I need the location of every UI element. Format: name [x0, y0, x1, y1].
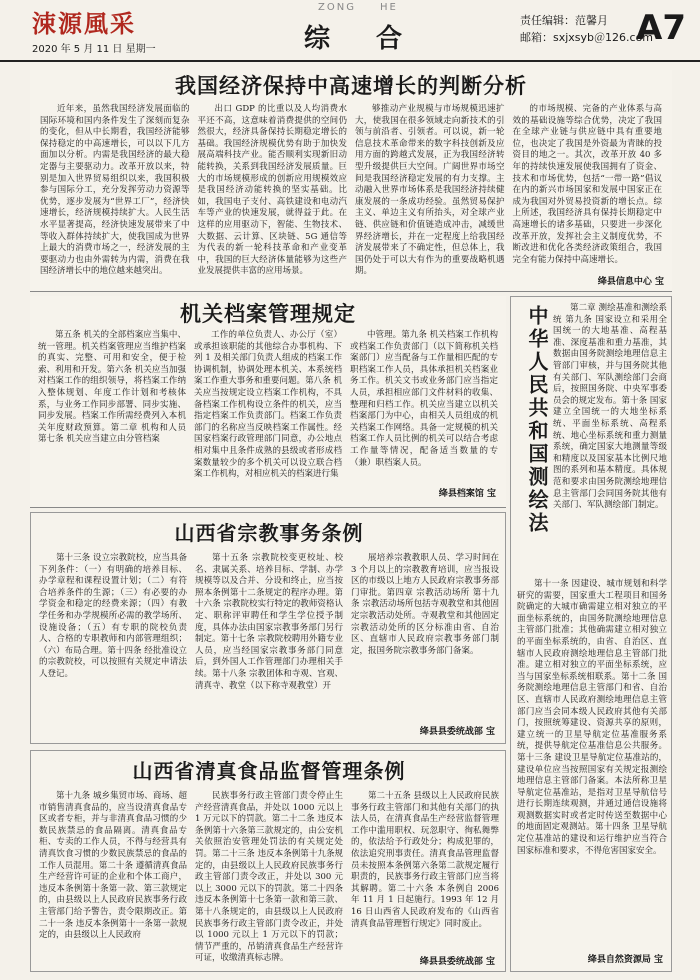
article-body	[40, 104, 662, 286]
article-column: 够推动产业规模与市场规模迅速扩大，使我国在很多领域走向新技术的引领与前沿者、引领者。可以说，新一轮信息技术革命带来的数字科技创新及应用方面的跨越式发展，正为我国经济转型升级提供巨大空间。广阔世界市场空间是我国经济稳定发展的有力支撑。主动融入世界市场体系是我国经济持续健康发展的一条成功经验。虽然贸易保护主义、单边主义有所抬头，对全球产业链、供应链和价值链造成冲击，减缓世界经济增长，并在一定程度上给我国经济发展带来了不确定性，但总体上，我国仍处于可以大有作为的重要战略机遇期。	[355, 104, 505, 277]
article-headline-vertical: 中华人民共和国测绘法	[525, 305, 549, 535]
article-economy	[30, 70, 672, 292]
article-body	[38, 330, 498, 490]
article-surveying-law	[510, 296, 672, 972]
article-column: 第十九条 城乡集贸市场、商场、超市销售清真食品的，应当设清真食品专区或者专柜，并与非清真食品习惯的少数民族禁忌的食品隔离。清真食品专柜、专卖的工作人员，不得与经营具有清真饮食习惯的少数民族禁忌的食品的工作人员混用。第二十条 遵循清真食品生产经营许可证的企业和个体工商户，违反本条例第十条第一款、第三款规定的，由县级以上人民政府民族事务行政主管部门给予警告，责令限期改正。第二十一条 违反本条例第十一条第一款规定的，由县级以上人民政府	[39, 791, 187, 941]
article-headline: 山西省清真食品监督管理条例	[132, 759, 406, 783]
article-column: 第十三条 设立宗教院校，应当具备下列条件：（一）有明确的培养目标、办学章程和课程设置计划；（二）有符合培养条件的生源；（三）有必要的办学资金和稳定的经费来源；（四）有教学任务和办学规模所必需的教学场所、设施设备；（五）有专职的院校负责人、合格的专职教师和内部管理组织；（六）布局合理。第十四条 经批准设立的宗教院校，可以按照有关规定申请法人登记。	[39, 553, 187, 679]
article-byline: 绛县自然资源局 宝	[587, 955, 663, 965]
masthead: 涑源風采	[32, 9, 136, 38]
page-header	[0, 0, 700, 62]
article-byline: 绛县信息中心 宝	[597, 277, 664, 287]
section-title-left: 综	[304, 24, 331, 54]
section-pinyin-right: HE	[380, 2, 398, 13]
page-number: A7	[636, 8, 686, 48]
section-pinyin-left: ZONG	[318, 2, 356, 13]
article-column: 第十五条 宗教院校变更校址、校名、隶属关系、培养目标、学制、办学规模等以及合并、分设和终止，应当按照本条例第十二条规定的程序办理。第十六条 宗教院校实行特定的教师资格认定、职称评审聘任和学生学位授予制度，具体办法由国家宗教事务部门另行制定。第十七条 宗教院校聘用外籍专业人员，应当经国家宗教事务部门同意后，到外国人工作管理部门办理相关手续。第十八条 宗教团体和寺观、宫观、清真寺、教堂（以下称寺观教堂）开	[195, 553, 343, 691]
article-column: 的市场规模、完备的产业体系与高效的基础设施等综合优势，决定了我国在全球产业链与供应链中具有重要地位，也决定了我国是外资最为青睐的投资目的地之一。其次，改革开放 40 多年的持续快速发展使我国拥有了资金、技术和市场优势，包括“一带一路”倡议在内的新兴市场国家和发展中国家正在成为我国对外贸易投资新的增长点。综上所述，我国经济具有保持长期稳定中高速增长的诸多基础，只要进一步深化改革开放，发挥社会主义制度优势，不断改进和优化各类经济政策组合，我国完全有能力保持中高速增长。	[512, 104, 662, 265]
issue-date: 2020 年 5 月 11 日 星期一	[32, 44, 156, 55]
article-column: 中管理。第九条 机关档案工作机构或档案工作负责部门（以下简称机关档案部门）应当配备与工作量相匹配的专职档案工作人员，具体承担机关档案业务工作。机关文书或业务部门应当指定人员，承担相应部门文件材料的收集、整理和归档工作。机关应当建立以机关档案部门为中心，由相关人员组成的机关档案工作网络。具备一定规模的机关档案工作人员比例的机关可以结合考虑工作量等情况，配备适当数量的专（兼）职档案人员。	[350, 330, 498, 468]
article-column: 民族事务行政主管部门责令停止生产经营清真食品，并处以 1000 元以上 1 万元以下的罚款。第二十二条 违反本条例第十六条第三款规定的，由公安机关依照治安管理处罚法的有关规定处罚。第二十三条 违反本条例第十九条规定的，由县级以上人民政府民族事务行政主管部门责令改正，并处以 300 元以上 3000 元以下的罚款。第二十四条 违反本条例第十七条第一款和第三款、第十八条规定的，由县级以上人民政府民族事务行政主管部门责令改正，并处以 1000 元以上 1 万元以下的罚款；情节严重的，吊销清真食品生产经营许可证，收缴清真标志牌。	[195, 791, 343, 964]
article-column: 工作的单位负责人、办公厅（室）或承担该职能的其他综合办事机构、下列 1 及相关部门负责人组成的档案工作协调机制，协调处理本机关、本系统档案工作重大事务和重要问题。第八条 机关应当按规定设立档案工作机构，不具备档案工作机构设立条件的机关，应当指定档案工作负责部门。档案工作负责部门的名称应当反映档案工作属性。经国家档案行政管理部门同意，办公地点相对集中且条件成熟的县级或者形成档案数量较少的多个机关可以设立联合档案工作机构，对相应机关的档案进行集	[194, 330, 342, 480]
article-column: 第二章 测绘基准和测绘系统 第九条 国家设立和采用全国统一的大地基准、高程基准、深度基准和重力基准，其数据由国务院测绘地理信息主管部门审核，并与国务院其他有关部门、军队测绘部门会商后，按照国务院、中央军事委员会的规定发布。第十条 国家建立全国统一的大地坐标系统、平面坐标系统、高程系统、地心坐标系统和重力测量系统，确定国家大地测量等级和精度以及国家基本比例尺地图的系列和基本精度。具体规范和要求由国务院测绘地理信息主管部门会同国务院其他有关部门、军队测绘部门制定。	[553, 303, 667, 511]
article-headline: 机关档案管理规定	[180, 301, 356, 326]
editor-name: 责任编辑：范馨月	[520, 14, 608, 27]
article-headline: 山西省宗教事务条例	[174, 521, 364, 545]
article-byline: 绛县档案馆 宝	[438, 489, 496, 499]
editor-info	[520, 12, 653, 46]
article-column: 第二十五条 县级以上人民政府民族事务行政主管部门和其他有关部门的执法人员，在清真食品生产经营监督管理工作中滥用职权、玩忽职守、徇私舞弊的，依法给予行政处分；构成犯罪的，依法追究刑事责任。清真食品管理监督员未按照本条例第六条第二款规定履行职责的，民族事务行政主管部门应当将其解聘。第二十六条 本条例自 2006 年 11 月 1 日起施行。1993 年 12 月 16 日山西省人民政府发布的《山西省清真食品管理暂行规定》同时废止。	[351, 791, 499, 929]
article-byline: 绛县县委统战部 宝	[419, 957, 495, 967]
article-column: 近年来，虽然我国经济发展面临的国际环境和国内条件发生了深刻而复杂的变化，但从中长期看，我国经济能够保持稳定的中高速增长，可以以下几方面加以分析。内需是我国经济的最大稳定器与主要驱动力。改革开放以来，特别是加入世界贸易组织以来，我国积极参与国际分工，充分发挥劳动力资源等优势，逐步发展为“世界工厂”，经济快速增长，经济规模持续扩大。人民生活水平显著提高，经济快速发展带来了中等收入群体持续扩大，使我国成为世界上最大的消费市场之一，经济发展的主要驱动力也由外需转为内需，消费在我国经济增长中的地位越来越突出。	[40, 104, 190, 277]
article-column: 出口 GDP 的比重以及人均消费水平还不高，这意味着消费提供的空间仍然很大，经济具备保持长期稳定增长的基础。我国经济规模优势有助于加快发展高端科技产业。能否顺利实现新旧动能转换，关系到我国经济发展质量。巨大的市场规模形成的创新应用规模效应是我国经济动能转换的坚实基础。比如，我国电子支付、高铁建设和电动汽车等产业的快速发展，就得益于此。在这样的应用驱动下，智能、生物技术、大数据、云计算、区块链、5G 通信等为代表的新一轮科技革命和产业变革中，我国的巨大经济体量能够为这些产业发展提供丰富的应用场景。	[197, 104, 347, 277]
editor-email[interactable]: 邮箱：sxjxsyb＠126.com	[520, 31, 654, 44]
article-religion	[30, 512, 506, 744]
section-title-right: 合	[376, 24, 403, 54]
article-headline: 我国经济保持中高速增长的判断分析	[175, 73, 527, 98]
article-body	[39, 553, 499, 721]
article-byline: 绛县县委统战部 宝	[419, 727, 495, 737]
article-halal-food	[30, 750, 506, 972]
article-column: 第五条 机关的全部档案应当集中、统一管理。机关档案管理应当维护档案的真实、完整、可用和安全，便于检索、利用和开发。第六条 机关应当加强对档案工作的组织领导，将档案工作纳入整体规划、年度工作计划和考核体系，与业务工作同步部署、同步实施、同步发展。档案工作所需经费列入本机关年度财政预算。第二章 机构和人员 第七条 机关应当建立由分管档案	[38, 330, 186, 445]
article-archives	[30, 296, 506, 508]
article-column: 展培养宗教教职人员、学习时间在 3 个月以上的宗教教育培训，应当报设区的市级以上地方人民政府宗教事务部门审批。第四章 宗教活动场所 第十九条 宗教活动场所包括寺观教堂和其他固定宗教活动处所。寺观教堂和其他固定宗教活动处所的区分标准由省、自治区、直辖市人民政府宗教事务部门制定，报国务院宗教事务部门备案。	[351, 553, 499, 656]
article-column: 第十一条 因建设、城市规划和科学研究的需要，国家重大工程项目和国务院确定的大城市确需建立相对独立的平面坐标系统的，由国务院测绘地理信息主管部门批准；其他确需建立相对独立的平面坐标系统的，由省、自治区、直辖市人民政府测绘地理信息主管部门批准。建立相对独立的平面坐标系统，应当与国家坐标系统相联系。第十二条 国务院测绘地理信息主管部门和省、自治区、直辖市人民政府测绘地理信息主管部门应当会同本级人民政府其他有关部门，按照统筹建设、资源共享的原则，建立统一的卫星导航定位基准服务系统，提供导航定位基准信息公共服务。第十三条 建设卫星导航定位基准站的，建设单位应当按照国家有关规定报测绘地理信息主管部门备案。本法所称卫星导航定位基准站，是指对卫星导航信号进行长期连续观测，并通过通信设施将观测数据实时或者定时传送至数据中心的地面固定观测站。第十四条 卫星导航定位基准站的建设和运行维护应当符合国家标准和要求，不得危害国家安全。	[517, 579, 667, 856]
